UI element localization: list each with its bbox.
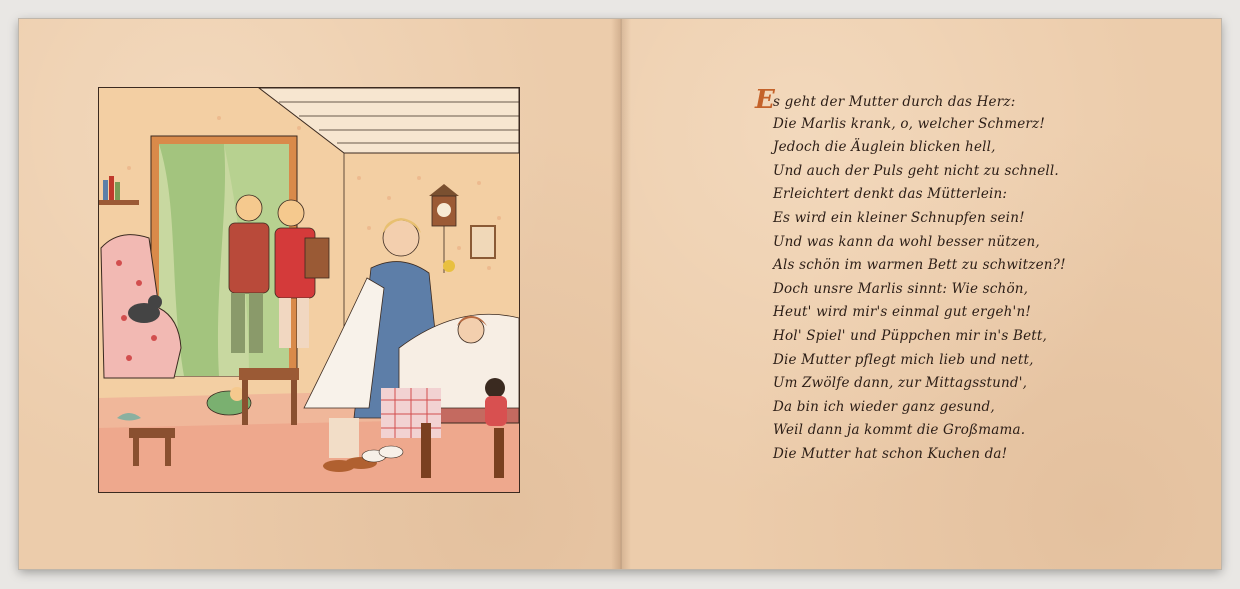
- poem-line: Doch unsre Marlis sinnt: Wie schön,: [773, 280, 1029, 297]
- poem-line: Es wird ein kleiner Schnupfen sein!: [773, 209, 1025, 226]
- poem-line: Die Mutter pflegt mich lieb und nett,: [773, 351, 1034, 368]
- drop-cap: E: [755, 85, 776, 115]
- poem-line: Hol' Spiel' und Püppchen mir in's Bett,: [773, 327, 1048, 344]
- poem-line: Die Mutter hat schon Kuchen da!: [773, 445, 1008, 462]
- poem-line: Als schön im warmen Bett zu schwitzen?!: [773, 257, 1066, 274]
- left-page: [19, 19, 621, 569]
- right-page: [621, 19, 1221, 569]
- poem-text: [755, 85, 1193, 467]
- poem-line: Es geht der Mutter durch das Herz:: [755, 85, 1016, 115]
- open-book: [19, 19, 1221, 569]
- poem-line: Und auch der Puls geht nicht zu schnell.: [773, 162, 1059, 179]
- poem-line: Erleichtert denkt das Mütterlein:: [773, 186, 1008, 203]
- book-gutter: [611, 19, 631, 569]
- poem-line: Weil dann ja kommt die Großmama.: [773, 422, 1026, 439]
- illustration-sick-child-in-bed: [98, 87, 520, 493]
- poem-line: Da bin ich wieder ganz gesund,: [773, 398, 995, 415]
- poem-line: Jedoch die Äuglein blicken hell,: [773, 139, 996, 156]
- poem-line: Heut' wird mir's einmal gut ergeh'n!: [773, 304, 1031, 321]
- poem-line: Um Zwölfe dann, zur Mittagsstund',: [773, 375, 1028, 392]
- poem-line: Und was kann da wohl besser nützen,: [773, 233, 1040, 250]
- poem-line: Die Marlis krank, o, welcher Schmerz!: [773, 115, 1045, 132]
